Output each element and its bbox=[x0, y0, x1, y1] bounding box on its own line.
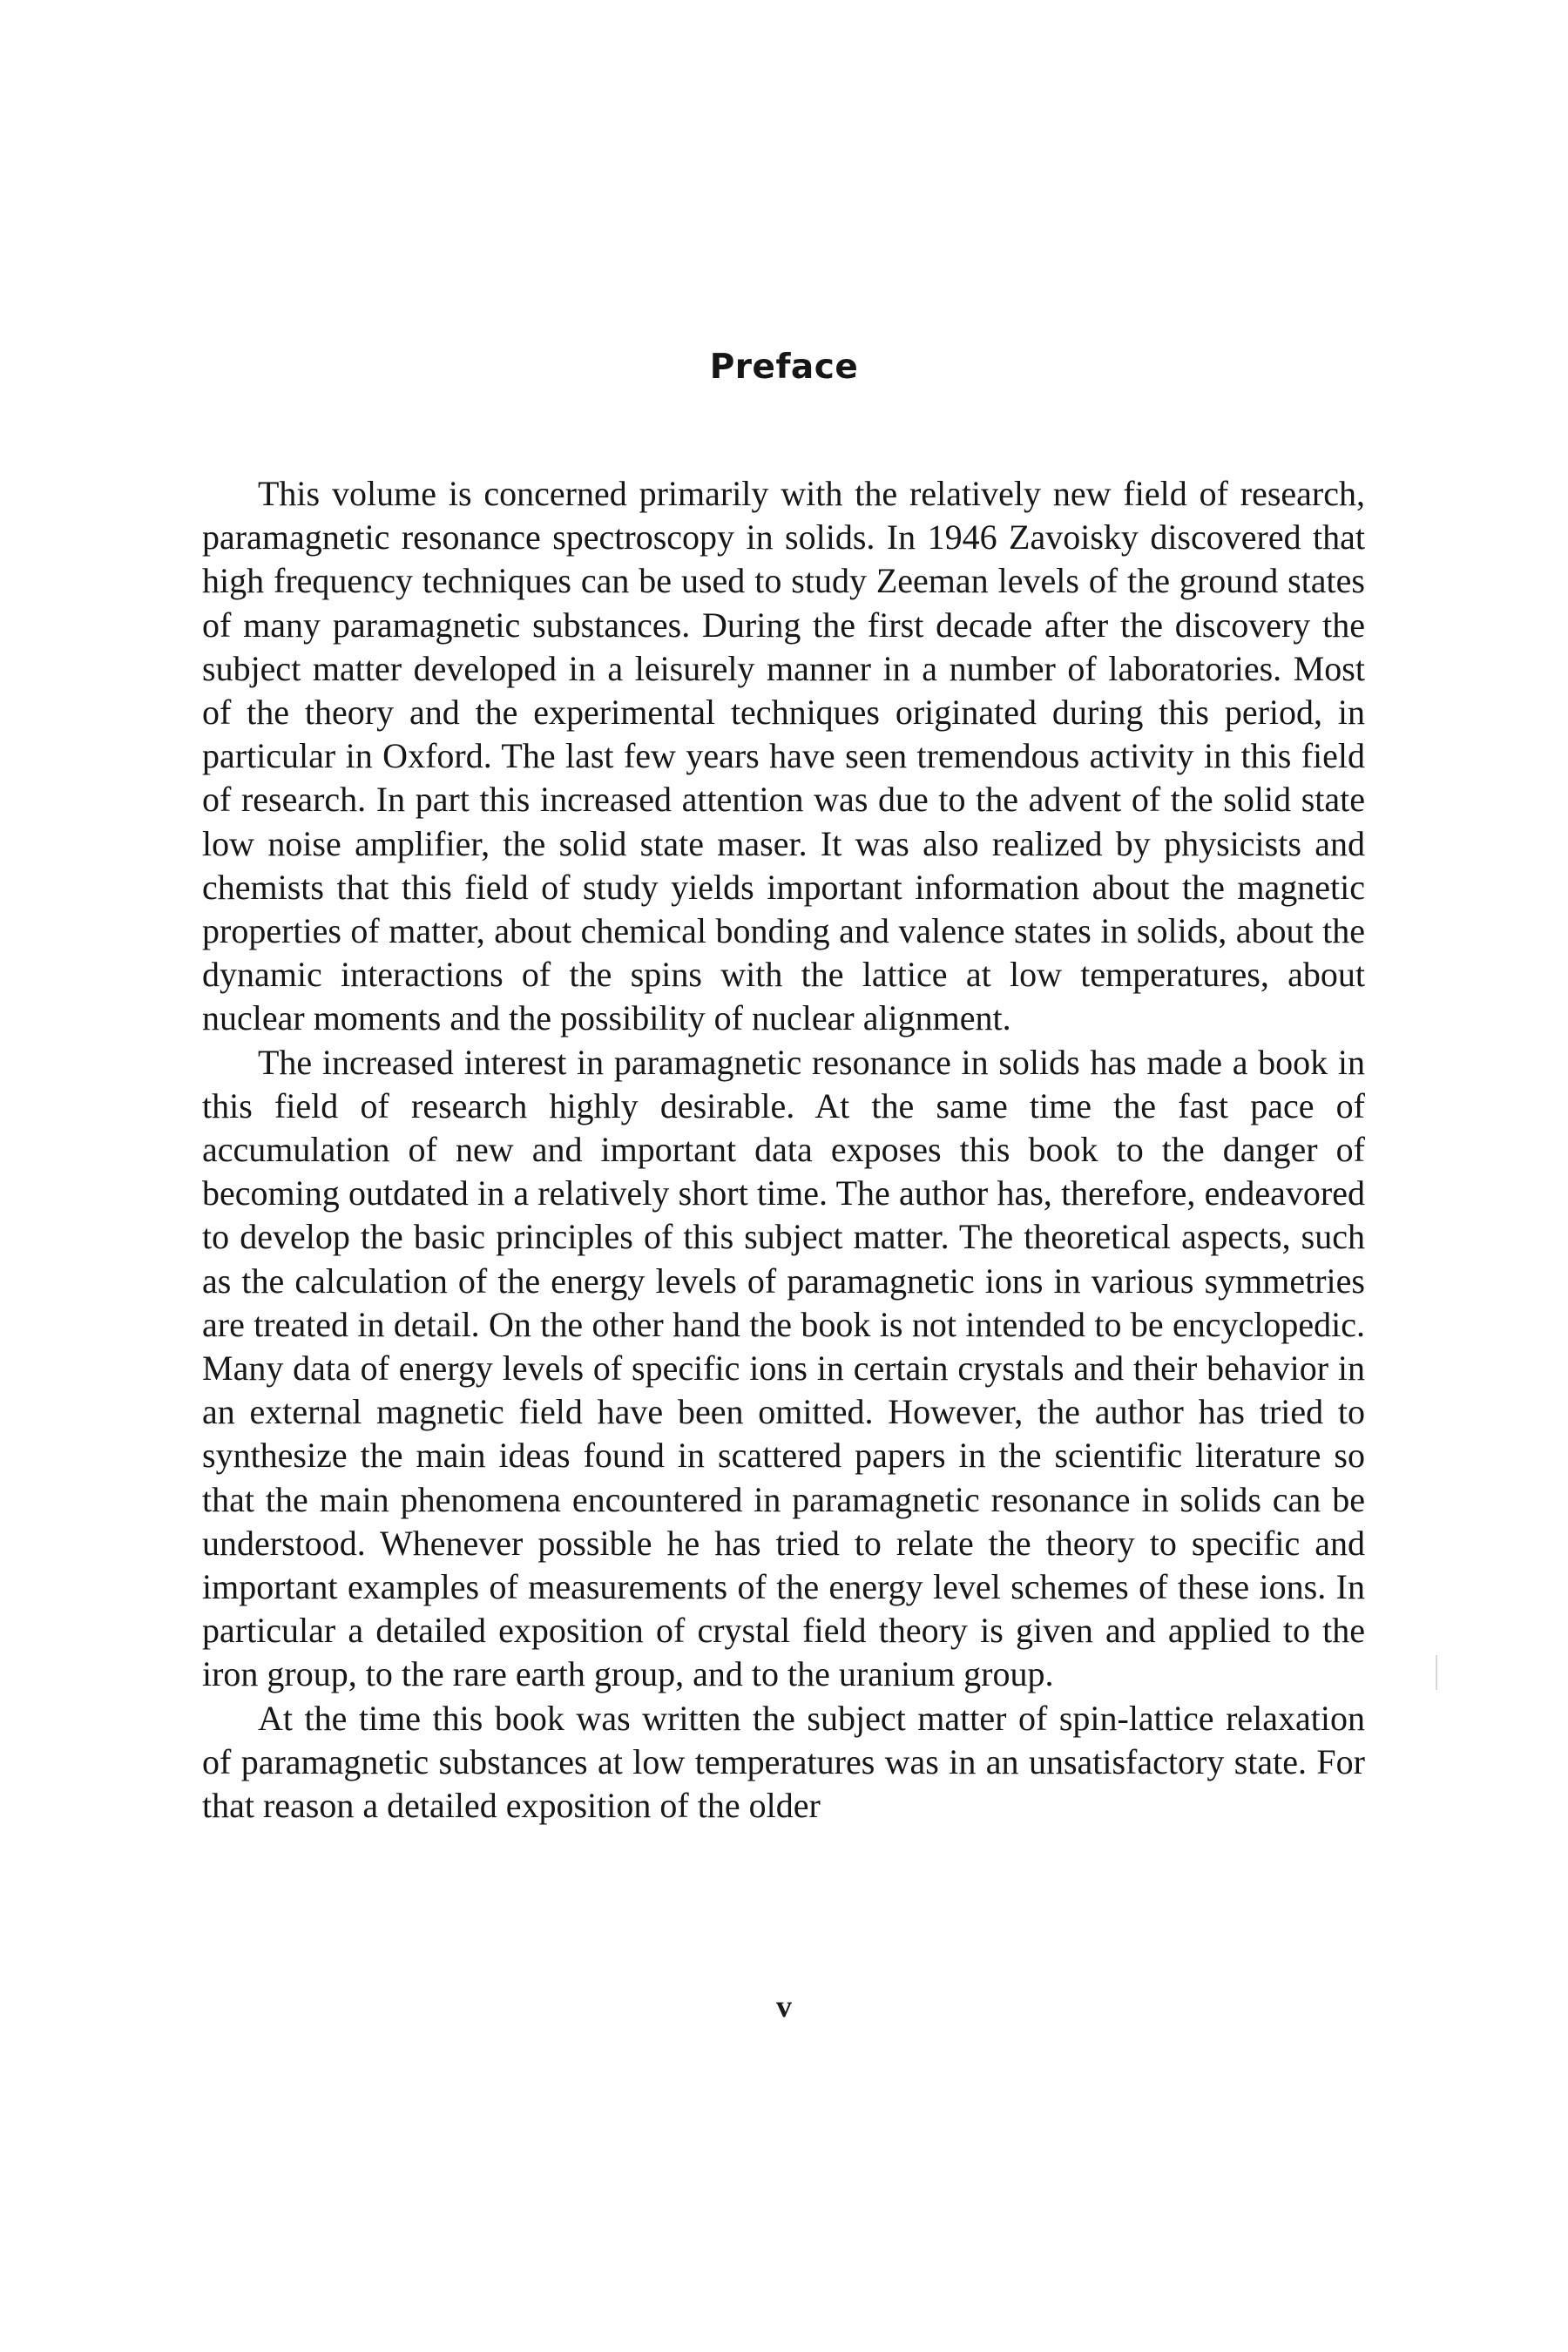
page-number: v bbox=[776, 1989, 792, 2024]
margin-mark bbox=[1436, 1655, 1437, 1690]
paragraph-3: At the time this book was written the subject matter of spin-lattice relaxation of paramagnetic substances at low temperatures was in an unsatisfactory state. For that reason a detailed exposition of the older bbox=[202, 1698, 1365, 1826]
preface-body bbox=[202, 472, 1365, 1828]
paragraph-2: The increased interest in paramagnetic resonance in solids has made a book in this field of research highly desirable. At the same time the fast pace of accumulation of new and important data exposes this book to the danger of becoming outdated in a relatively short time. The author has, therefore, endeavored to develop the basic principles of this subject matter. The theoretical aspects, such as the calculation of the energy levels of paramagnetic ions in various symmetries are treated in detail. On the other hand the book is not intended to be encyclopedic. Many data of energy levels of specific ions in certain crystals and their behavior in an external magnetic field have been omitted. However, the author has tried to synthesize the main ideas found in scattered papers in the scientific literature so that the main phenomena encountered in paramagnetic resonance in solids can be understood. Whenever possible he has tried to relate the theory to specific and important examples of measurements of the energy level schemes of these ions. In particular a detailed exposition of crystal field theory is given and applied to the iron group, to the rare earth group, and to the uranium group. bbox=[202, 1042, 1365, 1694]
page-title: Preface bbox=[709, 348, 859, 387]
paragraph-1: This volume is concerned primarily with the relatively new field of research, paramagnetic resonance spectroscopy in solids. In 1946 Zavoisky discovered that high frequency techniques can be used to study Zeeman levels of the ground states of many paramagnetic substances. During the first decade after the discovery the subject matter developed in a leisurely manner in a number of laboratories. Most of the theory and the experimental techniques originated during this period, in particular in Oxford. The last few years have seen tremendous activity in this field of research. In part this increased attention was due to the advent of the solid state low noise amplifier, the solid state maser. It was also realized by physicists and chemists that this field of study yields important information about the magnetic properties of matter, about chemical bonding and valence states in solids, about the dynamic interactions of the spins with the lattice at low temperatures, about nuclear moments and the possibility of nuclear alignment. bbox=[202, 474, 1365, 1038]
